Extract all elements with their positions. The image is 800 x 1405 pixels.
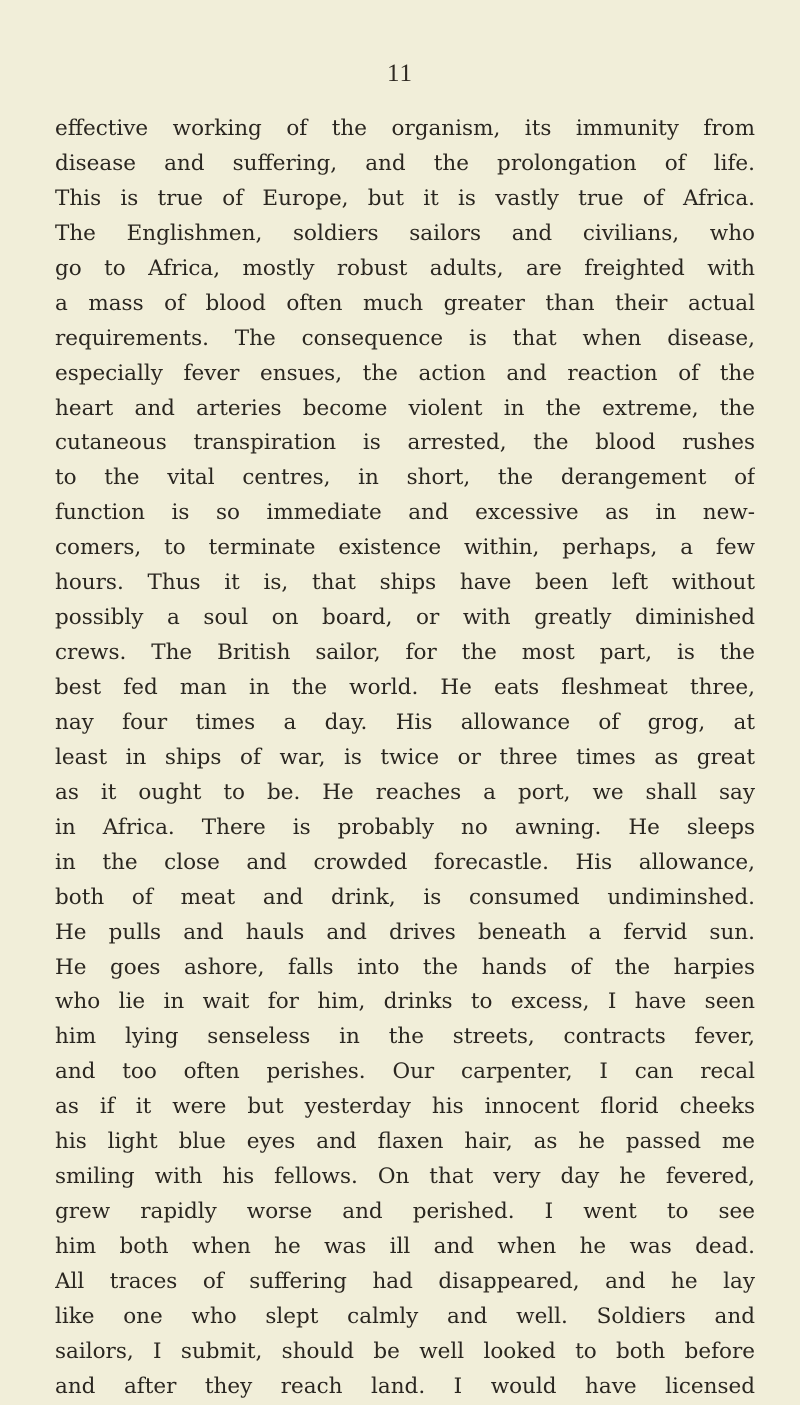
text-line: All traces of suffering had disappeared, and he lay: [55, 1268, 755, 1294]
text-line: sailors, I submit, should be well looked to both before: [55, 1338, 755, 1364]
text-line: a mass of blood often much greater than their actual: [55, 290, 755, 316]
text-line: disease and suffering, and the prolongation of life.: [55, 150, 755, 176]
text-line: He goes ashore, falls into the hands of the harpies: [55, 954, 755, 980]
text-line: nay four times a day. His allowance of grog, at: [55, 709, 755, 735]
text-line: heart and arteries become violent in the extreme, the: [55, 395, 755, 421]
text-line: smiling with his fellows. On that very day he fevered,: [55, 1164, 755, 1190]
body-text: [55, 112, 755, 1405]
text-line: possibly a soul on board, or with greatly diminished: [55, 605, 755, 631]
text-line: him lying senseless in the streets, contracts fever,: [55, 1024, 755, 1050]
text-line: in Africa. There is probably no awning. He sleeps: [55, 814, 755, 840]
text-line: go to Africa, mostly robust adults, are freighted with: [55, 255, 755, 281]
text-line: as it ought to be. He reaches a port, we shall say: [55, 779, 755, 805]
text-line: cutaneous transpiration is arrested, the blood rushes: [55, 430, 755, 456]
text-line: requirements. The consequence is that when disease,: [55, 325, 755, 351]
page-number: 11: [386, 60, 414, 87]
text-line: hours. Thus it is, that ships have been left without: [55, 570, 755, 596]
text-line: in the close and crowded forecastle. His allowance,: [55, 849, 755, 875]
text-line: effective working of the organism, its immunity from: [55, 116, 755, 141]
text-line: especially fever ensues, the action and reaction of the: [55, 360, 755, 386]
text-line: who lie in wait for him, drinks to excess, I have seen: [55, 989, 755, 1015]
text-line: This is true of Europe, but it is vastly true of Africa.: [55, 185, 755, 211]
text-line: as if it were but yesterday his innocent florid cheeks: [55, 1094, 755, 1120]
text-line: and too often perishes. Our carpenter, I can recal: [55, 1059, 755, 1085]
text-line: like one who slept calmly and well. Soldiers and: [55, 1303, 755, 1329]
text-line: grew rapidly worse and perished. I went to see: [55, 1199, 755, 1225]
text-line: The Englishmen, soldiers sailors and civilians, who: [55, 220, 755, 246]
text-line: to the vital centres, in short, the derangement of: [55, 465, 755, 491]
text-line: and after they reach land. I would have licensed: [55, 1373, 755, 1399]
text-line: least in ships of war, is twice or three times as great: [55, 744, 755, 770]
text-line: him both when he was ill and when he was dead.: [55, 1234, 755, 1259]
text-line: both of meat and drink, is consumed undiminshed.: [55, 884, 755, 910]
text-line: He pulls and hauls and drives beneath a fervid sun.: [55, 919, 755, 945]
text-line: crews. The British sailor, for the most part, is the: [55, 640, 755, 666]
text-line: his light blue eyes and flaxen hair, as he passed me: [55, 1129, 755, 1155]
text-line: function is so immediate and excessive as in new-: [55, 500, 755, 526]
text-line: best fed man in the world. He eats fleshmeat three,: [55, 675, 755, 700]
text-line: comers, to terminate existence within, perhaps, a few: [55, 535, 755, 561]
